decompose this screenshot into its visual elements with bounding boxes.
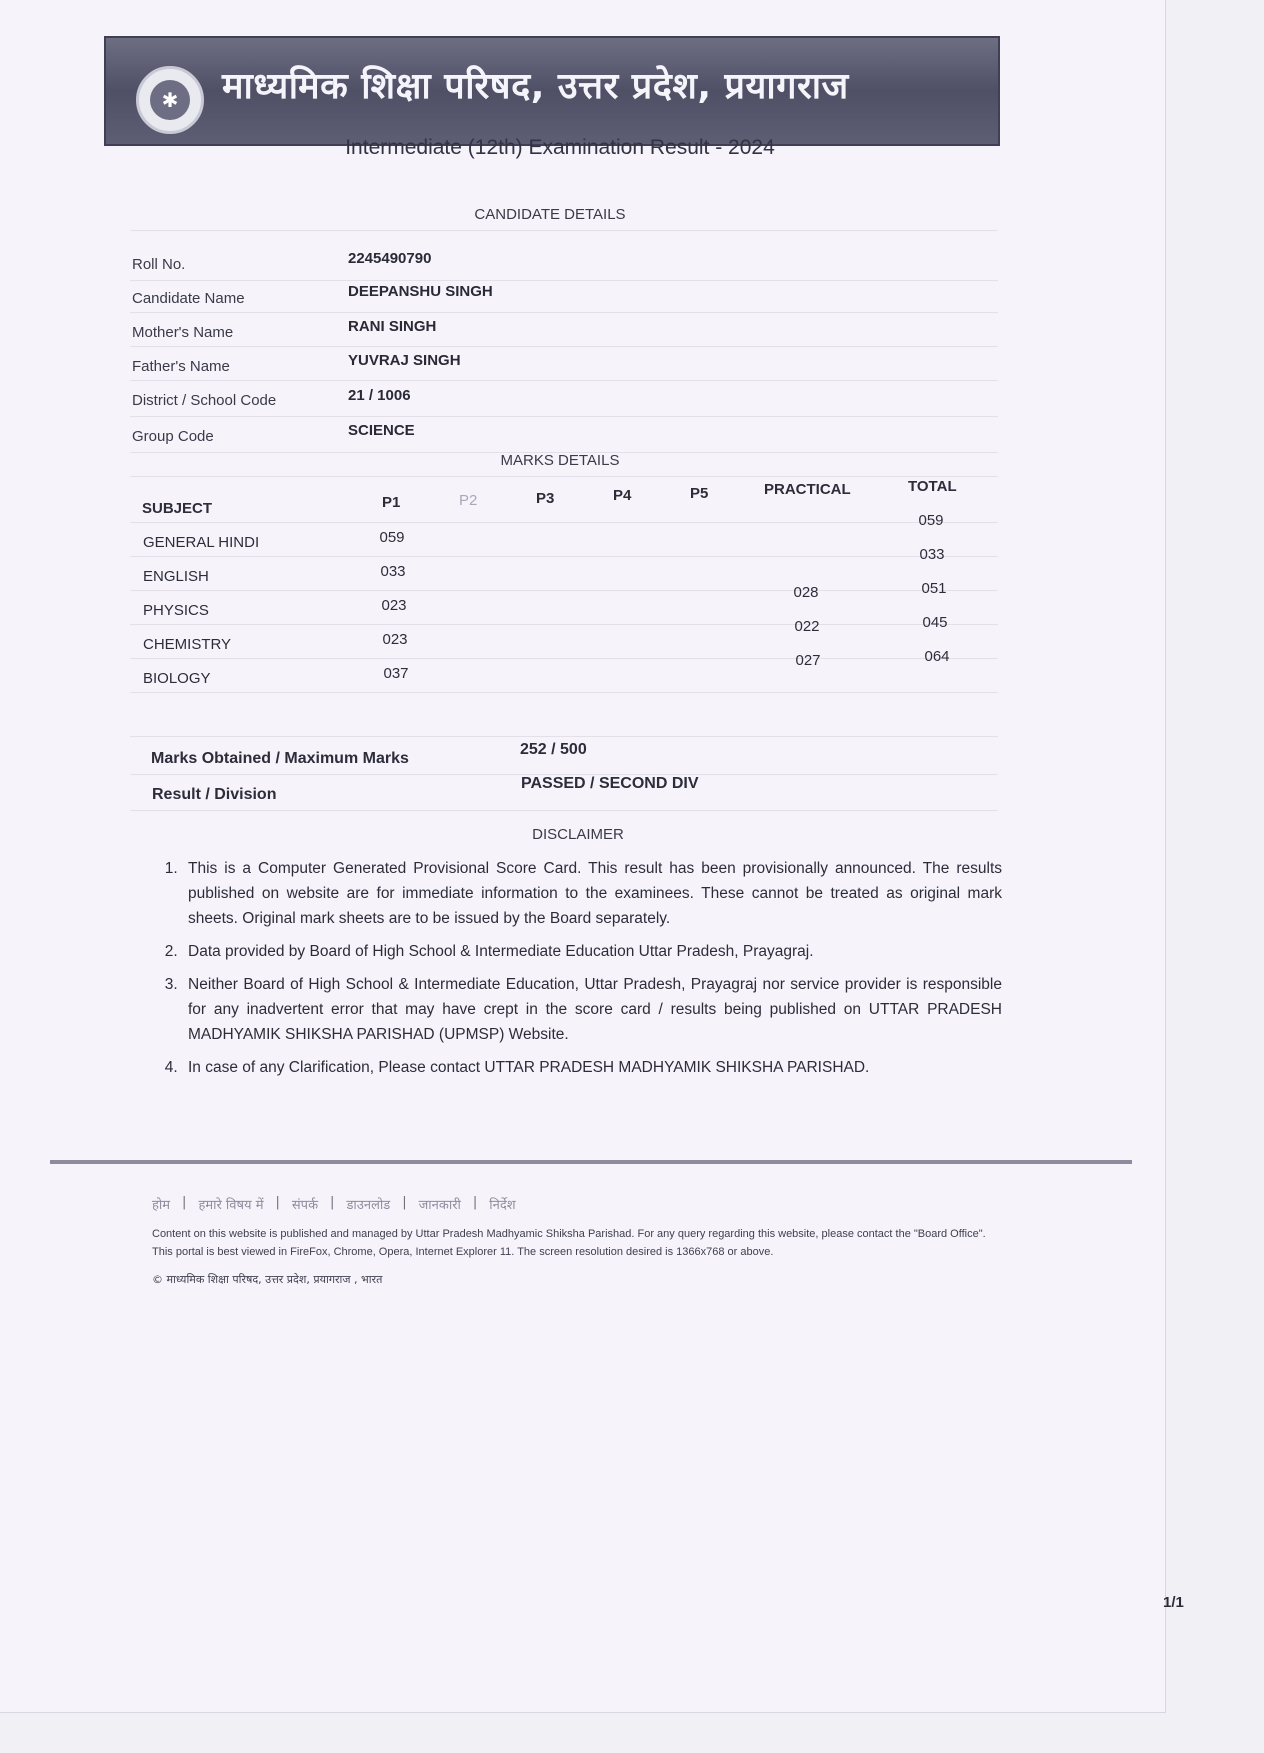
divider: [130, 280, 998, 281]
col-p2: P2: [459, 492, 478, 509]
exam-title: Intermediate (12th) Examination Result - 2024: [345, 136, 775, 159]
footer-nav: [152, 1195, 516, 1213]
footer-link-information[interactable]: जानकारी: [418, 1198, 461, 1213]
divider: [130, 476, 998, 477]
subject-english: ENGLISH: [143, 568, 209, 585]
subject-general-hindi: GENERAL HINDI: [143, 534, 260, 551]
mothers-name-label: Mother's Name: [132, 324, 234, 341]
footer-copyright: © माध्यमिक शिक्षा परिषद, उत्तर प्रदेश, प्रयागराज , भारत: [152, 1273, 383, 1286]
district-school-code-value: 21 / 1006: [348, 387, 411, 404]
result-division-value: PASSED / SECOND DIV: [521, 775, 699, 792]
footer-separator: |: [402, 1195, 407, 1210]
fathers-name-value: YUVRAJ SINGH: [348, 352, 461, 369]
disclaimer-item: 1. This is a Computer Generated Provisional Score Card. This result has been provisionally announced. The results published on website are for immediate information to the examinees. These cannot be treated as original mark sheets. Original mark sheets are to be issued by the Board separately.: [182, 856, 1002, 931]
result-division-label: Result / Division: [152, 786, 277, 803]
page-number: 1/1: [1163, 1594, 1184, 1611]
footer-link-instructions[interactable]: निर्देश: [489, 1198, 516, 1213]
subject-chemistry: CHEMISTRY: [143, 636, 232, 653]
divider: [130, 556, 998, 557]
board-title: माध्यमिक शिक्षा परिषद, उत्तर प्रदेश, प्रयागराज: [222, 66, 849, 107]
disclaimer-item: 3. Neither Board of High School & Intermediate Education, Uttar Pradesh, Prayagraj nor service provider is responsible for any inadvertent error that may have crept in the score card / results being published on UTTAR PRADESH MADHYAMIK SHIKSHA PARISHAD (UPMSP) Website.: [182, 972, 1002, 1047]
marks-obtained-value: 252 / 500: [520, 741, 587, 758]
col-total: TOTAL: [908, 478, 957, 495]
footer-link-download[interactable]: डाउनलोड: [346, 1198, 391, 1213]
footer-link-about[interactable]: हमारे विषय में: [198, 1198, 264, 1213]
total-general-hindi: 059: [918, 512, 944, 529]
footer-separator: |: [182, 1195, 187, 1210]
divider: [130, 380, 998, 381]
disclaimer-item: 2. Data provided by Board of High School & Intermediate Education Uttar Pradesh, Prayagraj.: [182, 939, 1002, 964]
divider: [130, 312, 998, 313]
divider: [130, 736, 998, 737]
practical-biology: 027: [795, 652, 821, 669]
p1-physics: 023: [381, 597, 407, 614]
disclaimer-heading: DISCLAIMER: [532, 826, 624, 843]
divider: [130, 590, 998, 591]
divider: [130, 346, 998, 347]
total-english: 033: [919, 546, 945, 563]
p1-english: 033: [380, 563, 406, 580]
divider: [130, 624, 998, 625]
marks-obtained-label: Marks Obtained / Maximum Marks: [151, 750, 409, 767]
marks-details-heading: MARKS DETAILS: [500, 452, 620, 469]
subject-physics: PHYSICS: [143, 602, 209, 619]
total-physics: 051: [921, 580, 947, 597]
candidate-name-value: DEEPANSHU SINGH: [348, 283, 493, 300]
subject-biology: BIOLOGY: [143, 670, 211, 687]
group-code-label: Group Code: [132, 428, 214, 445]
footer-separator: |: [472, 1195, 478, 1210]
total-biology: 064: [924, 648, 950, 665]
footer-link-contact[interactable]: संपर्क: [291, 1198, 319, 1213]
candidate-name-label: Candidate Name: [132, 290, 245, 307]
p1-general-hindi: 059: [379, 529, 405, 546]
group-code-value: SCIENCE: [348, 422, 415, 439]
total-chemistry: 045: [922, 614, 948, 631]
disclaimer-list: [160, 856, 1002, 1088]
divider: [130, 230, 998, 231]
divider: [130, 416, 998, 417]
footer-content-note: Content on this website is published and managed by Uttar Pradesh Madhyamic Shiksha Parishad. For any query regarding this website, please contact the "Board Office".: [152, 1228, 986, 1240]
divider: [130, 522, 998, 523]
practical-chemistry: 022: [794, 618, 820, 635]
divider: [130, 692, 998, 693]
divider: [130, 810, 998, 811]
col-practical: PRACTICAL: [764, 481, 851, 498]
footer-separator: |: [330, 1195, 335, 1210]
disclaimer-item: 4. In case of any Clarification, Please contact UTTAR PRADESH MADHYAMIK SHIKSHA PARISHAD.: [182, 1055, 1002, 1080]
col-subject: SUBJECT: [142, 500, 213, 517]
roll-no-value: 2245490790: [348, 250, 432, 267]
district-school-code-label: District / School Code: [132, 392, 277, 409]
practical-physics: 028: [793, 584, 819, 601]
candidate-details-heading: CANDIDATE DETAILS: [474, 206, 626, 223]
col-p4: P4: [613, 487, 632, 504]
footer-divider: [50, 1160, 1132, 1164]
footer-browser-note: This portal is best viewed in FireFox, Chrome, Opera, Internet Explorer 11. The screen resolution desired is 1366x768 or above.: [152, 1246, 774, 1258]
footer-link-home[interactable]: होम: [152, 1198, 171, 1213]
fathers-name-label: Father's Name: [132, 358, 230, 375]
footer-separator: |: [275, 1195, 280, 1210]
header-banner: [104, 36, 1000, 146]
p1-chemistry: 023: [382, 631, 408, 648]
p1-biology: 037: [383, 665, 409, 682]
board-logo: [136, 66, 204, 134]
col-p5: P5: [690, 485, 709, 502]
mothers-name-value: RANI SINGH: [348, 318, 437, 335]
col-p3: P3: [536, 490, 555, 507]
col-p1: P1: [382, 494, 401, 511]
roll-no-label: Roll No.: [132, 256, 186, 273]
divider: [130, 658, 998, 659]
emblem-icon: ✱: [150, 80, 190, 120]
